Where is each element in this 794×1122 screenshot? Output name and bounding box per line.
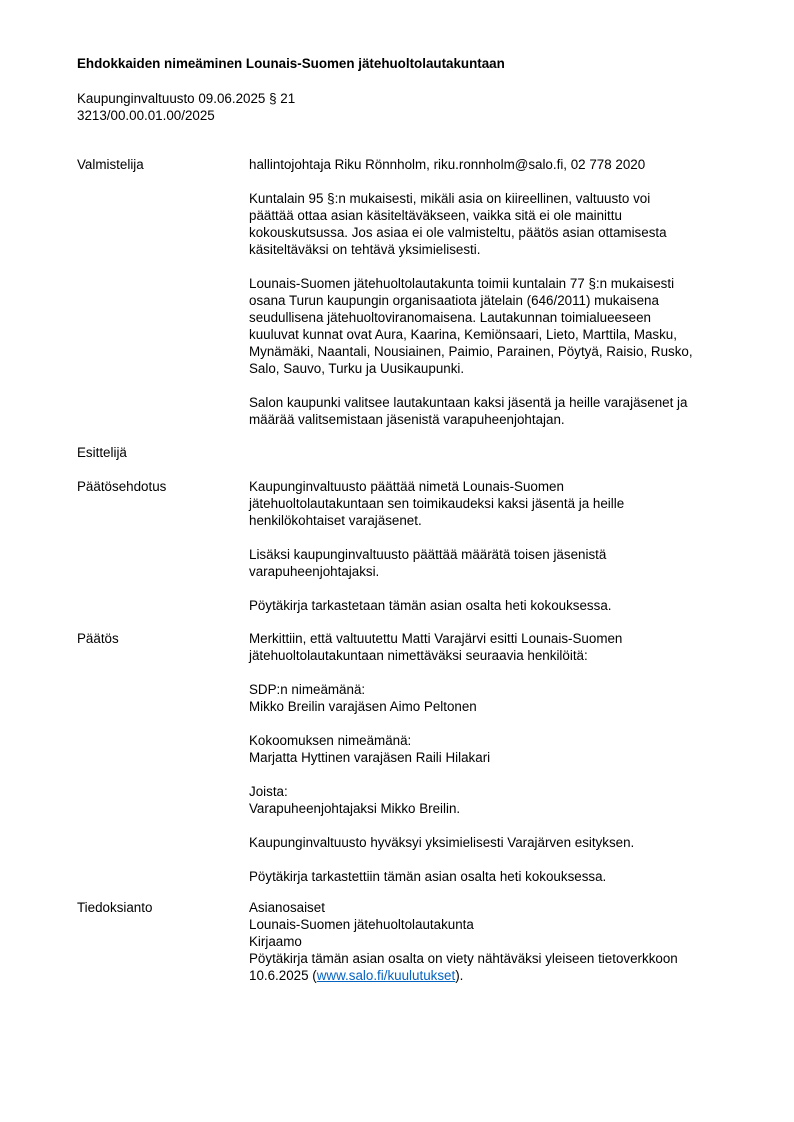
paragraph bbox=[249, 899, 747, 984]
text-line: Lounais-Suomen jätehuoltolautakunta toimii kuntalain 77 §:n mukaisesti bbox=[249, 276, 675, 291]
text-line: Salo, Sauvo, Turku ja Uusikaupunki. bbox=[249, 361, 465, 376]
text-line: Marjatta Hyttinen varajäsen Raili Hilakari bbox=[249, 750, 491, 765]
text-line: Mynämäki, Naantali, Nousiainen, Paimio, Parainen, Pöytyä, Raisio, Rusko, bbox=[249, 344, 693, 359]
publication-line bbox=[249, 967, 747, 984]
text-line: Kokoomuksen nimeämänä: bbox=[249, 733, 412, 748]
paragraph bbox=[249, 597, 747, 614]
text-line: Salon kaupunki valitsee lautakuntaan kaksi jäsentä ja heille varajäsenet ja bbox=[249, 395, 688, 410]
text-line: Mikko Breilin varajäsen Aimo Peltonen bbox=[249, 699, 477, 714]
text-line: määrää valitsemistaan jäsenistä varapuheenjohtajan. bbox=[249, 412, 565, 427]
text-line: Varapuheenjohtajaksi Mikko Breilin. bbox=[249, 801, 461, 816]
text-line: jätehuoltolautakuntaan nimettäväksi seuraavia henkilöitä: bbox=[249, 648, 588, 663]
text-line: Kaupunginvaltuusto päättää nimetä Lounais-Suomen bbox=[249, 479, 564, 494]
text-line: päättää ottaa asian käsiteltäväkseen, vaikka sitä ei ole mainittu bbox=[249, 208, 622, 223]
paragraph bbox=[249, 868, 747, 885]
section-label-valmistelija: Valmistelija bbox=[77, 157, 144, 172]
paragraph bbox=[249, 783, 747, 817]
text-line: Asianosaiset bbox=[249, 900, 325, 915]
text-line: Lounais-Suomen jätehuoltolautakunta bbox=[249, 917, 474, 932]
publication-date: 10.6.2025 ( bbox=[249, 968, 317, 983]
section-content-paatos bbox=[249, 630, 747, 885]
text-line: henkilökohtaiset varajäsenet. bbox=[249, 513, 422, 528]
publication-suffix: ). bbox=[455, 968, 464, 983]
text-line: kuuluvat kunnat ovat Aura, Kaarina, Kemiönsaari, Lieto, Marttila, Masku, bbox=[249, 327, 677, 342]
paragraph bbox=[249, 546, 747, 580]
text-line: Pöytäkirja tarkastettiin tämän asian osalta heti kokouksessa. bbox=[249, 869, 607, 884]
text-line: Pöytäkirja tämän asian osalta on viety nähtäväksi yleiseen tietoverkkoon bbox=[249, 951, 678, 966]
text-line: varapuheenjohtajaksi. bbox=[249, 564, 380, 579]
paragraph bbox=[249, 275, 747, 377]
text-line: SDP:n nimeämänä: bbox=[249, 682, 366, 697]
text-line: Lisäksi kaupunginvaltuusto päättää määrätä toisen jäsenistä bbox=[249, 547, 607, 562]
paragraph bbox=[249, 478, 747, 529]
section-content-tiedoksianto bbox=[249, 899, 747, 984]
text-line: Pöytäkirja tarkastetaan tämän asian osalta heti kokouksessa. bbox=[249, 598, 612, 613]
paragraph bbox=[249, 732, 747, 766]
paragraph bbox=[249, 834, 747, 851]
text-line: Joista: bbox=[249, 784, 288, 799]
text-line: seudullisena jätehuoltoviranomaisena. Lautakunnan toimialueeseen bbox=[249, 310, 652, 325]
paragraph bbox=[249, 681, 747, 715]
meeting-info bbox=[77, 90, 295, 124]
text-line: osana Turun kaupungin organisaatiota jätelain (646/2011) mukaisena bbox=[249, 293, 659, 308]
preparer-line bbox=[249, 156, 747, 173]
meeting-reference: Kaupunginvaltuusto 09.06.2025 § 21 bbox=[77, 91, 296, 106]
page-title: Ehdokkaiden nimeäminen Lounais-Suomen jätehuoltolautakuntaan bbox=[77, 56, 505, 71]
section-content-valmistelija bbox=[249, 156, 747, 428]
text-line: jätehuoltolautakuntaan sen toimikaudeksi kaksi jäsentä ja heille bbox=[249, 496, 625, 511]
preparer-text: hallintojohtaja Riku Rönnholm, riku.ronnholm@salo.fi, 02 778 2020 bbox=[249, 157, 646, 172]
section-label-tiedoksianto: Tiedoksianto bbox=[77, 900, 153, 915]
section-label-paatosehdotus: Päätösehdotus bbox=[77, 479, 167, 494]
record-id: 3213/00.00.01.00/2025 bbox=[77, 108, 215, 123]
text-line: kokouskutsussa. Jos asiaa ei ole valmisteltu, päätös asian ottamisesta bbox=[249, 225, 667, 240]
section-label-paatos: Päätös bbox=[77, 631, 119, 646]
text-line: Kuntalain 95 §:n mukaisesti, mikäli asia on kiireellinen, valtuusto voi bbox=[249, 191, 651, 206]
section-label-esittelija: Esittelijä bbox=[77, 445, 127, 460]
paragraph bbox=[249, 394, 747, 428]
text-line: Merkittiin, että valtuutettu Matti Varajärvi esitti Lounais-Suomen bbox=[249, 631, 623, 646]
paragraph bbox=[249, 190, 747, 258]
section-content-paatosehdotus bbox=[249, 478, 747, 614]
text-line: Kaupunginvaltuusto hyväksyi yksimielisesti Varajärven esityksen. bbox=[249, 835, 635, 850]
paragraph bbox=[249, 630, 747, 664]
text-line: käsiteltäväksi on tehtävä yksimielisesti. bbox=[249, 242, 481, 257]
kuulutukset-link[interactable]: www.salo.fi/kuulutukset bbox=[316, 968, 456, 983]
text-line: Kirjaamo bbox=[249, 934, 302, 949]
